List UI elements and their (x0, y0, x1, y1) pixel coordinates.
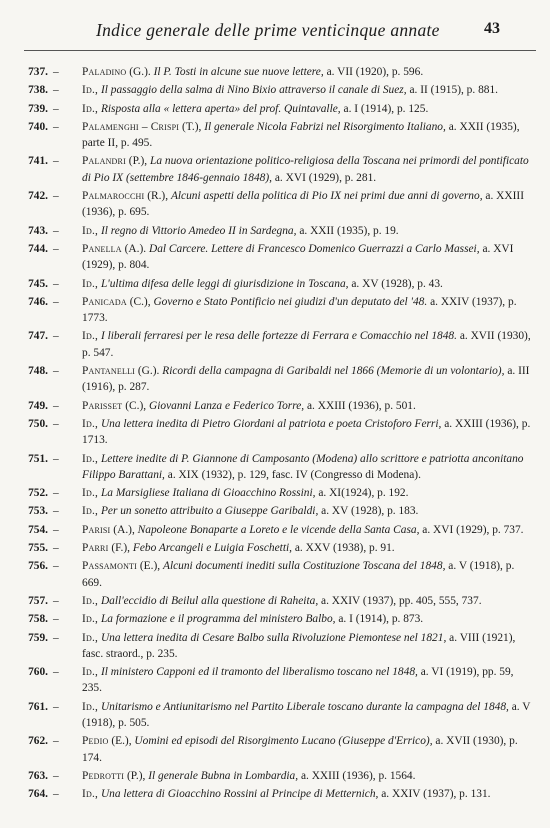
entry-reference: a. XXIII (1936), p. 695. (82, 190, 525, 219)
entry-spacer (20, 802, 532, 804)
index-entry (20, 101, 532, 117)
index-entry (20, 328, 532, 361)
entry-dash: – (53, 365, 59, 378)
entry-dash: – (53, 769, 59, 782)
entry-dash: – (53, 666, 59, 679)
entry-number: 739. (28, 102, 48, 115)
entry-dash: – (53, 66, 59, 78)
entry-reference: a. XV (1928), p. 43. (351, 277, 443, 290)
entry-initials: (P.), (127, 769, 146, 782)
entry-reference: a. XXIV (1937), p. 131. (381, 788, 491, 801)
entry-number: 751. (28, 452, 48, 465)
entry-number: 764. (28, 788, 48, 801)
entry-dash: – (53, 735, 59, 748)
index-entry (20, 64, 532, 80)
entry-author: Parisset (82, 399, 123, 412)
entry-dash: – (53, 277, 59, 290)
entry-author: Palmarocchi (82, 190, 145, 203)
entry-title: Ricordi della campagna di Garibaldi nel 1866 (Memorie di un volontario), (162, 365, 505, 378)
entry-title: Una lettera di Gioacchino Rossini al Principe di Metternich, (100, 788, 379, 801)
entry-title: Una lettera inedita di Pietro Giordani al patriota e poeta Cristoforo Ferri, (100, 417, 442, 430)
index-entry (20, 119, 532, 152)
entry-author: Palamenghi – Crispi (82, 120, 180, 133)
entry-author: Id., (82, 452, 99, 465)
entry-number: 753. (28, 505, 48, 518)
entry-author: Palandri (82, 155, 126, 168)
entry-title: Napoleone Bonaparte a Loreto e le vicende della Santa Casa, (137, 523, 420, 536)
entry-title: Il regno di Vittorio Amedeo II in Sardegna, (100, 224, 297, 237)
entry-initials: (A.). (124, 242, 147, 255)
entry-initials: (G.). (129, 66, 151, 78)
running-title: Indice generale delle prime venticinque annate (96, 20, 440, 40)
index-entry (20, 153, 532, 186)
entry-number: 754. (28, 523, 48, 536)
entry-title: La formazione e il programma del ministero Balbo, (100, 613, 336, 626)
index-entry (20, 188, 532, 221)
entry-dash: – (53, 242, 59, 255)
entry-title: Alcuni aspetti della politica di Pio IX nei primi due anni di governo, (170, 190, 483, 203)
entry-dash: – (53, 487, 59, 500)
entry-number: 743. (28, 224, 48, 237)
entry-number: 738. (28, 84, 48, 97)
entry-reference: a. XIX (1932), p. 129, fasc. IV (Congresso di Modena). (167, 468, 421, 481)
entry-reference: a. XVI (1929), p. 804. (82, 242, 514, 272)
entry-author: Id., (82, 613, 99, 626)
entry-dash: – (53, 399, 59, 412)
index-entry (20, 398, 532, 414)
index-entry (20, 276, 532, 292)
entry-dash: – (53, 84, 59, 97)
entry-author: Paladino (82, 66, 127, 78)
entry-title: I liberali ferraresi per le resa delle fortezze di Ferrara e Comacchio nel 1848. (100, 330, 457, 343)
entry-dash: – (53, 190, 59, 203)
entry-author: Pedio (82, 735, 109, 748)
entry-reference: a. XXIII (1936), p. 1564. (300, 769, 416, 782)
entry-reference: a. VII (1920), p. 596. (326, 66, 424, 78)
entry-reference: a. XVII (1930), p. 174. (82, 735, 518, 764)
entry-initials: (P.), (128, 155, 148, 168)
entry-title: Risposta alla « lettera aperta» del prof. Quintavalle, (100, 102, 341, 115)
entry-initials: (F.), (111, 542, 131, 555)
entry-reference: a. II (1915), p. 881. (409, 84, 499, 97)
entry-title: Il generale Bubna in Lombardia, (148, 769, 299, 782)
entry-author: Id., (82, 277, 99, 290)
index-entry (20, 451, 532, 484)
entry-number: 752. (28, 487, 48, 500)
entry-author: Id., (82, 505, 99, 518)
entry-reference: a. I (1914), p. 125. (343, 102, 429, 115)
entry-dash: – (53, 560, 59, 573)
entry-number: 737. (28, 66, 48, 78)
index-entry (20, 664, 532, 697)
entry-reference: a. XV (1928), p. 183. (321, 505, 419, 518)
entry-number: 762. (28, 735, 48, 748)
entry-number: 759. (28, 631, 48, 644)
entry-dash: – (53, 102, 59, 115)
entry-reference: a. VI (1919), pp. 59, 235. (82, 666, 514, 695)
entry-author: Id., (82, 666, 99, 679)
entry-author: Id., (82, 487, 99, 500)
entry-number: 761. (28, 700, 48, 713)
entry-title: Lettere inedite di P. Giannone di Camposanto (Modena) allo scrittore e patriotta anconitano Filippo Barattani, (82, 452, 524, 481)
entry-title: Una lettera inedita di Cesare Balbo sulla Rivoluzione Piemontese nel 1821, (100, 631, 447, 644)
index-entry (20, 294, 532, 327)
entry-reference: a. XXIV (1937), p. 1773. (82, 295, 517, 325)
index-entry (20, 363, 532, 396)
entry-title: Alcuni documenti inediti sulla Costituzione Toscana del 1848, (162, 560, 446, 573)
entry-author: Pantanelli (82, 365, 136, 378)
entry-author: Id., (82, 224, 99, 237)
entry-reference: a. III (1916), p. 287. (82, 365, 530, 394)
entry-dash: – (53, 700, 59, 713)
entry-number: 749. (28, 399, 48, 412)
index-entry (20, 416, 532, 449)
entry-number: 744. (28, 242, 48, 255)
entry-number: 740. (28, 120, 48, 133)
entry-initials: (C.), (125, 399, 147, 412)
entry-initials: (E.), (111, 735, 132, 748)
entry-number: 755. (28, 542, 48, 555)
entry-dash: – (53, 594, 59, 607)
running-header (0, 18, 550, 44)
entry-title: Uomini ed episodi del Risorgimento Lucano (Giuseppe d'Errico), (134, 735, 433, 748)
entry-author: Passamonti (82, 560, 138, 573)
entry-author: Id., (82, 788, 99, 801)
entry-initials: (A.), (113, 523, 135, 536)
header-rule (24, 50, 536, 51)
entry-reference: a. I (1914), p. 873. (338, 613, 424, 626)
index-entry (20, 503, 532, 519)
entry-number: 746. (28, 295, 48, 308)
entry-dash: – (53, 330, 59, 343)
entry-author: Panella (82, 242, 122, 255)
index-entry (20, 82, 532, 98)
entry-title: Dall'eccidio di Beilul alla questione di Raheita, (100, 594, 319, 607)
entry-title: Il generale Nicola Fabrizi nel Risorgimento Italiano, (204, 120, 446, 133)
index-entry (20, 768, 532, 784)
entry-author: Parisi (82, 523, 111, 536)
entry-author: Id., (82, 417, 99, 430)
entry-reference: a. XXII (1935), parte II, p. 495. (82, 120, 520, 150)
entry-number: 747. (28, 330, 48, 343)
index-entry (20, 733, 532, 766)
entry-dash: – (53, 505, 59, 518)
entry-reference: a. XXIII (1936), p. 1713. (82, 417, 531, 447)
entry-author: Id., (82, 700, 99, 713)
entry-initials: (T.), (181, 120, 202, 133)
entry-reference: a. XXV (1938), p. 91. (294, 542, 395, 555)
entry-initials: (G.). (137, 365, 160, 378)
entry-reference: a. XVI (1929), p. 281. (274, 171, 377, 184)
entry-number: 742. (28, 190, 48, 203)
index-entry (20, 558, 532, 591)
entry-title: La Marsigliese Italiana di Gioacchino Rossini, (100, 487, 316, 500)
entry-dash: – (53, 155, 59, 168)
entry-number: 745. (28, 277, 48, 290)
entry-author: Id., (82, 84, 99, 97)
index-entry (20, 485, 532, 501)
entry-number: 741. (28, 155, 48, 168)
index-entry (20, 223, 532, 239)
entry-initials: (C.), (129, 295, 151, 308)
entry-reference: a. XXIII (1936), p. 501. (307, 399, 416, 412)
entry-reference: a. VIII (1921), fasc. straord., p. 235. (82, 631, 516, 660)
entry-number: 758. (28, 613, 48, 626)
entry-title: Il P. Tosti in alcune sue nuove lettere, (153, 66, 324, 78)
entry-reference: a. V (1918), p. 669. (82, 560, 515, 589)
entry-title: Il passaggio della salma di Nino Bixio attraverso il canale di Suez, (100, 84, 407, 97)
entry-reference: a. V (1918), p. 505. (82, 700, 531, 729)
entry-dash: – (53, 542, 59, 555)
entry-title: L'ultima difesa delle leggi di giurisdizione in Toscana, (100, 277, 349, 290)
entry-author: Parri (82, 542, 109, 555)
entry-title: Unitarismo e Antiunitarismo nel Partito Liberale toscano durante la campagna del 1848, (100, 700, 509, 713)
entry-author: Panicada (82, 295, 127, 308)
entry-title: La nuova orientazione politico-religiosa della Toscana nei primordi del pontificato di Pio IX (settembre 1846-gennaio 1848), (82, 155, 529, 184)
page-number: 43 (484, 20, 500, 37)
entry-number: 760. (28, 666, 48, 679)
entry-author: Id., (82, 102, 99, 115)
entry-title: Febo Arcangeli e Luigia Foschetti, (132, 542, 293, 555)
entry-author: Pedrotti (82, 769, 125, 782)
entry-title: Il ministero Capponi ed il tramonto del liberalismo toscano nel 1848, (100, 666, 418, 679)
entry-dash: – (53, 613, 59, 626)
entry-number: 757. (28, 594, 48, 607)
index-entries-list (20, 64, 532, 804)
index-entry (20, 786, 532, 802)
index-entry (20, 699, 532, 732)
entry-author: Id., (82, 594, 99, 607)
index-entry (20, 611, 532, 627)
entry-reference: a. XVI (1929), p. 737. (422, 523, 524, 536)
entry-title: Dal Carcere. Lettere di Francesco Domenico Guerrazzi a Carlo Massei, (148, 242, 480, 255)
entry-initials: (R.), (147, 190, 169, 203)
entry-number: 750. (28, 417, 48, 430)
entry-dash: – (53, 120, 59, 133)
entry-title: Per un sonetto attribuito a Giuseppe Garibaldi, (100, 505, 319, 518)
entry-author: Id., (82, 631, 99, 644)
entry-number: 756. (28, 560, 48, 573)
entry-title: Governo e Stato Pontificio nei giudizi d'un deputato del '48. (153, 295, 428, 308)
entry-dash: – (53, 631, 59, 644)
index-entry (20, 241, 532, 274)
entry-title: Giovanni Lanza e Federico Torre, (149, 399, 305, 412)
entry-author: Id., (82, 330, 99, 343)
entry-dash: – (53, 452, 59, 465)
index-entry (20, 540, 532, 556)
entry-dash: – (53, 295, 59, 308)
entry-number: 763. (28, 769, 48, 782)
entry-reference: a. XXIV (1937), pp. 405, 555, 737. (321, 594, 482, 607)
entry-dash: – (53, 224, 59, 237)
entry-reference: a. XVII (1930), p. 547. (82, 330, 531, 359)
entry-dash: – (53, 523, 59, 536)
index-entry (20, 593, 532, 609)
entry-initials: (E.), (139, 560, 161, 573)
index-entry (20, 522, 532, 538)
entry-reference: a. XXII (1935), p. 19. (299, 224, 399, 237)
entry-dash: – (53, 417, 59, 430)
index-entry (20, 630, 532, 663)
entry-number: 748. (28, 365, 48, 378)
entry-reference: a. XI(1924), p. 192. (318, 487, 409, 500)
entry-dash: – (53, 788, 59, 801)
